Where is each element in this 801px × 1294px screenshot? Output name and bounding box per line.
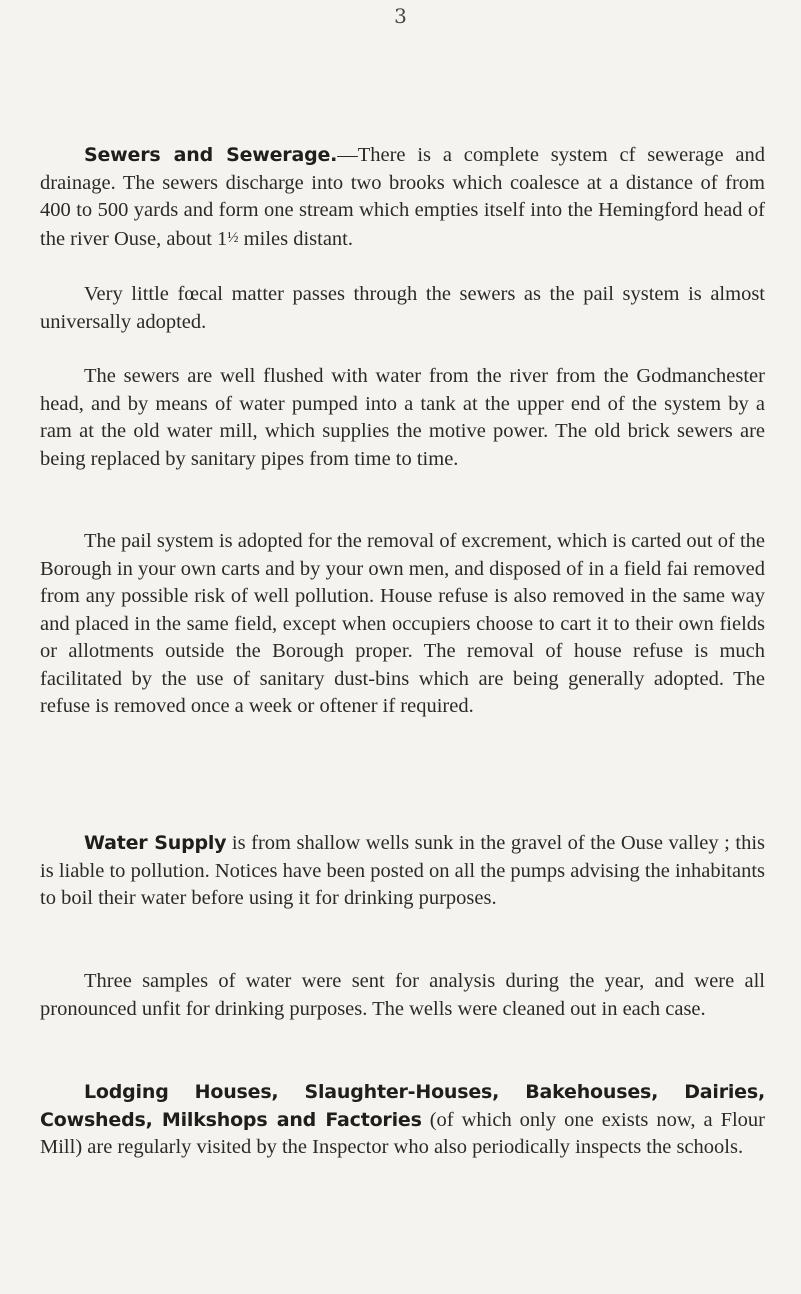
water-paragraph — [40, 830, 765, 913]
sewers-paragraph — [40, 142, 765, 253]
faecal-paragraph: Very little fœcal matter passes through the sewers as the pail system is almost universally adopted. — [40, 283, 765, 333]
water-section — [40, 830, 765, 913]
water-text: is from shallow wells sunk in the gravel of the Ouse valley ; this is liable to pollution. Notices have been posted on all the pumps advising the inhabitants to boil their water before using it for drinking purposes. — [40, 832, 765, 909]
pail-paragraph: The pail system is adopted for the removal of excrement, which is carted out of the Borough in your own carts and by your own men, and disposed of in a field fai removed from any possible risk of well pollution. House refuse is also removed in the same way and placed in the same field, except when occupiers choose to cart it to their own fields or allotments outside the Borough proper. The removal of house refuse is much facilitated by the use of sanitary dust-bins which are being generally adopted. The refuse is removed once a week or oftener if required. — [40, 530, 765, 717]
page-number: 3 — [394, 4, 407, 28]
lodging-text: (of which only one exists now, a Flour Mill) are regularly visited by the Inspector who also periodically inspects the schools. — [40, 1108, 765, 1158]
lodging-heading: Lodging Houses, Slaughter-Houses, Bakehouses, Dairies, Cowsheds, Milkshops and Factories — [40, 1081, 765, 1131]
sewers-fraction: ½ — [227, 229, 239, 246]
water-heading: Water Supply — [84, 832, 227, 854]
sewers-text-end: miles distant. — [238, 227, 353, 250]
sewers-heading: Sewers and Sewerage. — [84, 144, 338, 166]
faecal-section — [40, 281, 765, 336]
sewers-text: —There is a complete system cf sewerage and drainage. The sewers discharge into two brooks which coalesce at a distance of from 400 to 500 yards and form one stream which empties itself into the Hemingford head of the river Ouse, about 1 — [40, 144, 765, 250]
samples-section — [40, 968, 765, 1023]
lodging-paragraph — [40, 1079, 765, 1162]
pail-section — [40, 528, 765, 721]
lodging-section — [40, 1079, 765, 1162]
samples-paragraph: Three samples of water were sent for analysis during the year, and were all pronounced unfit for drinking purposes. The wells were cleaned out in each case. — [40, 970, 765, 1020]
flushing-section — [40, 363, 765, 473]
flushing-paragraph: The sewers are well flushed with water from the river from the Godmanchester head, and by means of water pumped into a tank at the upper end of the system by a ram at the old water mill, which supplies the motive power. The old brick sewers are being replaced by sanitary pipes from time to time. — [40, 365, 765, 470]
sewers-section — [40, 142, 765, 253]
